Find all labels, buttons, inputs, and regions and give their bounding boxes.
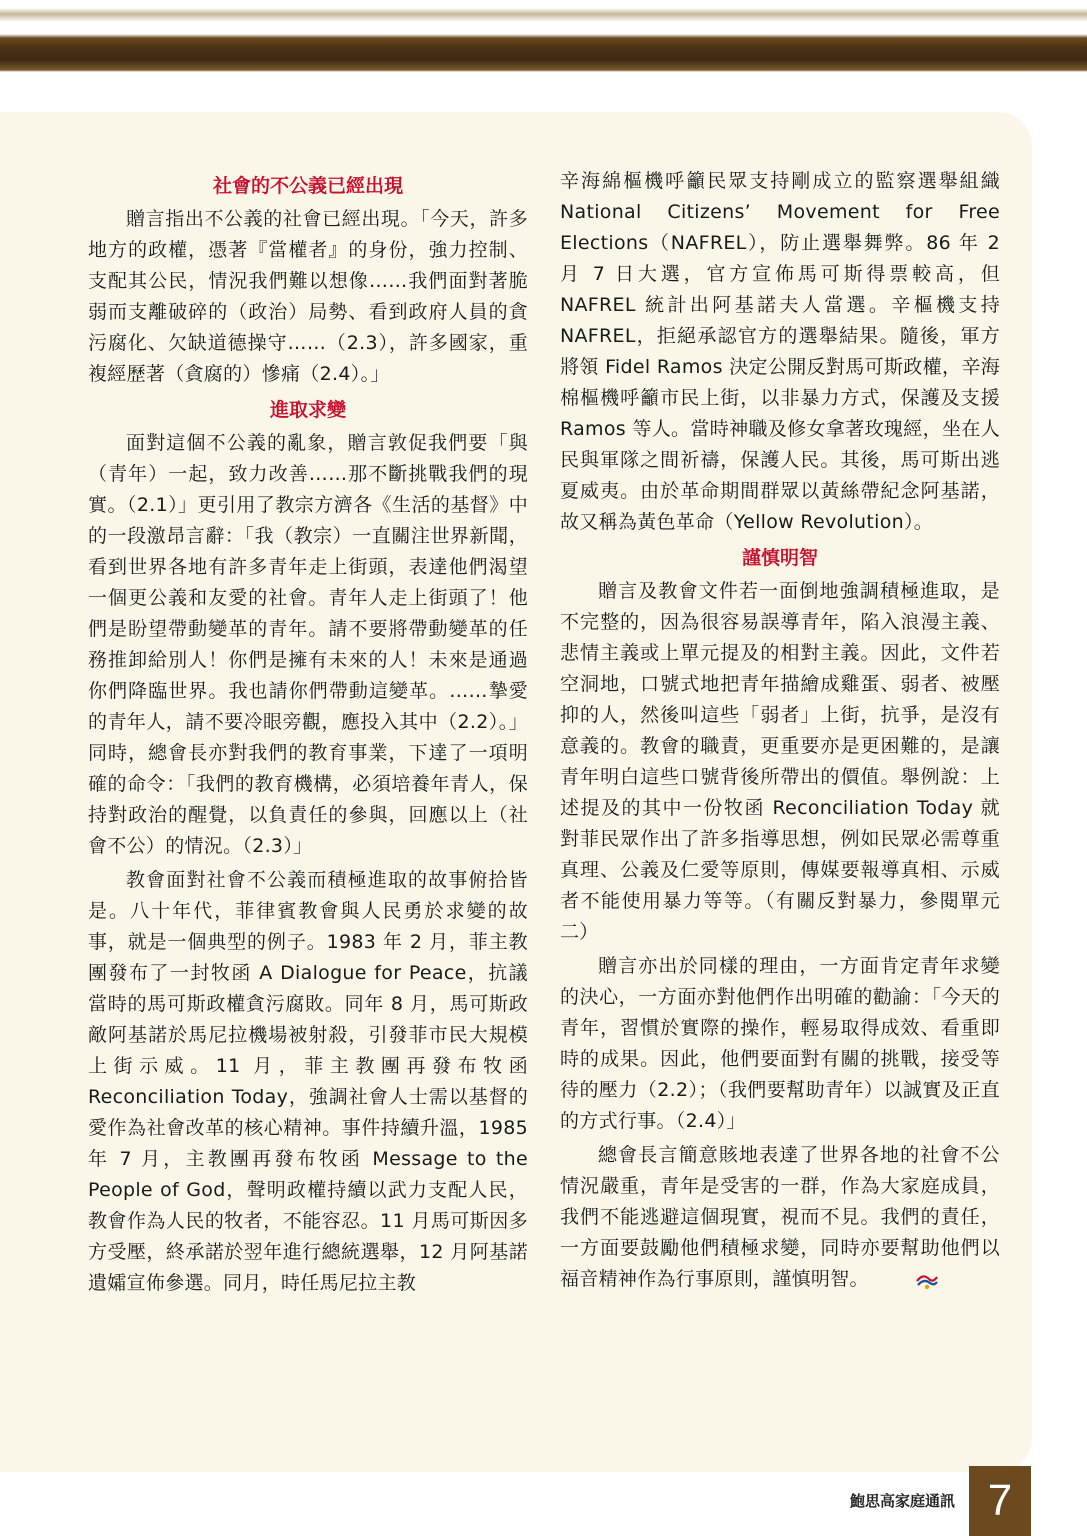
salesian-logo-icon [877,1270,901,1290]
section-heading: 社會的不公義已經出現 [212,175,403,197]
paragraph-text: 總會長言簡意賅地表達了世界各地的社會不公情況嚴重，青年是受害的一群，作為大家庭成員，我們不能逃避這個現實，視而不見。我們的責任，一方面要鼓勵他們積極求變，同時亦要幫助他們以福音精神作為行事原則，謹慎明智。 [560,1144,1000,1290]
paragraph: 辛海綿樞機呼籲民眾支持剛成立的監察選舉組織 National Citizens’ Movement for Free Elections（NAFREL），防止選舉舞弊。86 年 2 月 7 日大選，官方宣佈馬可斯得票較高，但 NAFREL 統計出阿基諾夫人當選。辛樞機支持 NAFREL，拒絕承認官方的選舉結果。隨後，軍方將領 Fidel Ramos 決定公開反對馬可斯政權，辛海棉樞機呼籲市民上街，以非暴力方式，保護及支援 Ramos 等人。當時神職及修女拿著玫瑰經，坐在人民與軍隊之間祈禱，保護人民。其後，馬可斯出逃夏威夷。由於革命期間群眾以黃絲帶紀念阿基諾，故又稱為黃色革命（Yellow Revolution）。 [560,170,1000,533]
paragraph: 面對這個不公義的亂象，贈言敦促我們要「與（青年）一起，致力改善……那不斷挑戰我們的現實。（2.1）」更引用了教宗方濟各《生活的基督》中的一段激昂言辭：「我（教宗）一直關注世界新聞，看到世界各地有許多青年走上街頭，表達他們渴望一個更公義和友愛的社會。青年人走上街頭了！他們是盼望帶動變革的青年。請不要將帶動變革的任務推卸給別人！你們是擁有未來的人！未來是通過你們降臨世界。我也請你們帶動這變革。……摯愛的青年人，請不要冷眼旁觀，應投入其中（2.2）。」同時，總會長亦對我們的教育事業，下達了一項明確的命令：「我們的教育機構，必須培養年青人，保持對政治的醒覺，以負責任的參與，回應以上（社會不公）的情況。（2.3）」 [88,432,528,857]
section-heading: 進取求變 [269,399,346,421]
header-band [0,0,1087,72]
left-column [88,166,528,1302]
section-heading: 謹慎明智 [741,547,818,569]
paragraph: 贈言及教會文件若一面倒地強調積極進取，是不完整的，因為很容易誤導青年，陷入浪漫主義、悲情主義或上單元提及的相對主義。因此，文件若空洞地，口號式地把青年描繪成雞蛋、弱者、被壓抑的人，然後叫這些「弱者」上街，抗爭，是沒有意義的。教會的職責，更重要亦是更困難的，是讓青年明白這些口號背後所帶出的價值。舉例說：上述提及的其中一份牧函 Reconciliation Today 就對菲民眾作出了許多指導思想，例如民眾必需尊重真理、公義及仁愛等原則，傳媒要報導真相、示威者不能使用暴力等等。（有關反對暴力，參閱單元二） [560,580,1000,943]
right-column [560,166,1000,1298]
publication-name: 鮑思高家庭通訊 [849,1492,955,1510]
paragraph: 教會面對社會不公義而積極進取的故事俯拾皆是。八十年代，菲律賓教會與人民勇於求變的故事，就是一個典型的例子。1983 年 2 月，菲主教團發布了一封牧函 A Dialogue for Peace，抗議當時的馬可斯政權貪污腐敗。同年 8 月，馬可斯政敵阿基諾於馬尼拉機場被射殺，引發菲市民大規模上街示威。11 月，菲主教團再發布牧函 Reconciliation Today，強調社會人士需以基督的愛作為社會改革的核心精神。事件持續升溫，1985 年 7 月，主教團再發布牧函 Message to the People of God，聲明政權持續以武力支配人民，教會作為人民的牧者，不能容忍。11 月馬可斯因多方受壓，終承諾於翌年進行總統選舉，12 月阿基諾遺孀宣佈參選。同月，時任馬尼拉主教 [88,869,528,1294]
paragraph: 贈言指出不公義的社會已經出現。「今天，許多地方的政權，憑著『當權者』的身份，強力控制、支配其公民，情況我們難以想像……我們面對著脆弱而支離破碎的（政治）局勢、看到政府人員的貪污腐化、欠缺道德操守……（2.3），許多國家，重複經歷著（貪腐的）慘痛（2.4）。」 [88,208,528,385]
page-number: 7 [969,1466,1031,1536]
paragraph: 贈言亦出於同樣的理由，一方面肯定青年求變的決心，一方面亦對他們作出明確的勸諭：「今天的青年，習慣於實際的操作，輕易取得成效、看重即時的成果。因此，他們要面對有關的挑戰，接受等待的壓力（2.2）；（我們要幫助青年）以誠實及正直的方式行事。（2.4）」 [560,955,1000,1132]
paragraph-last [560,1140,1000,1295]
